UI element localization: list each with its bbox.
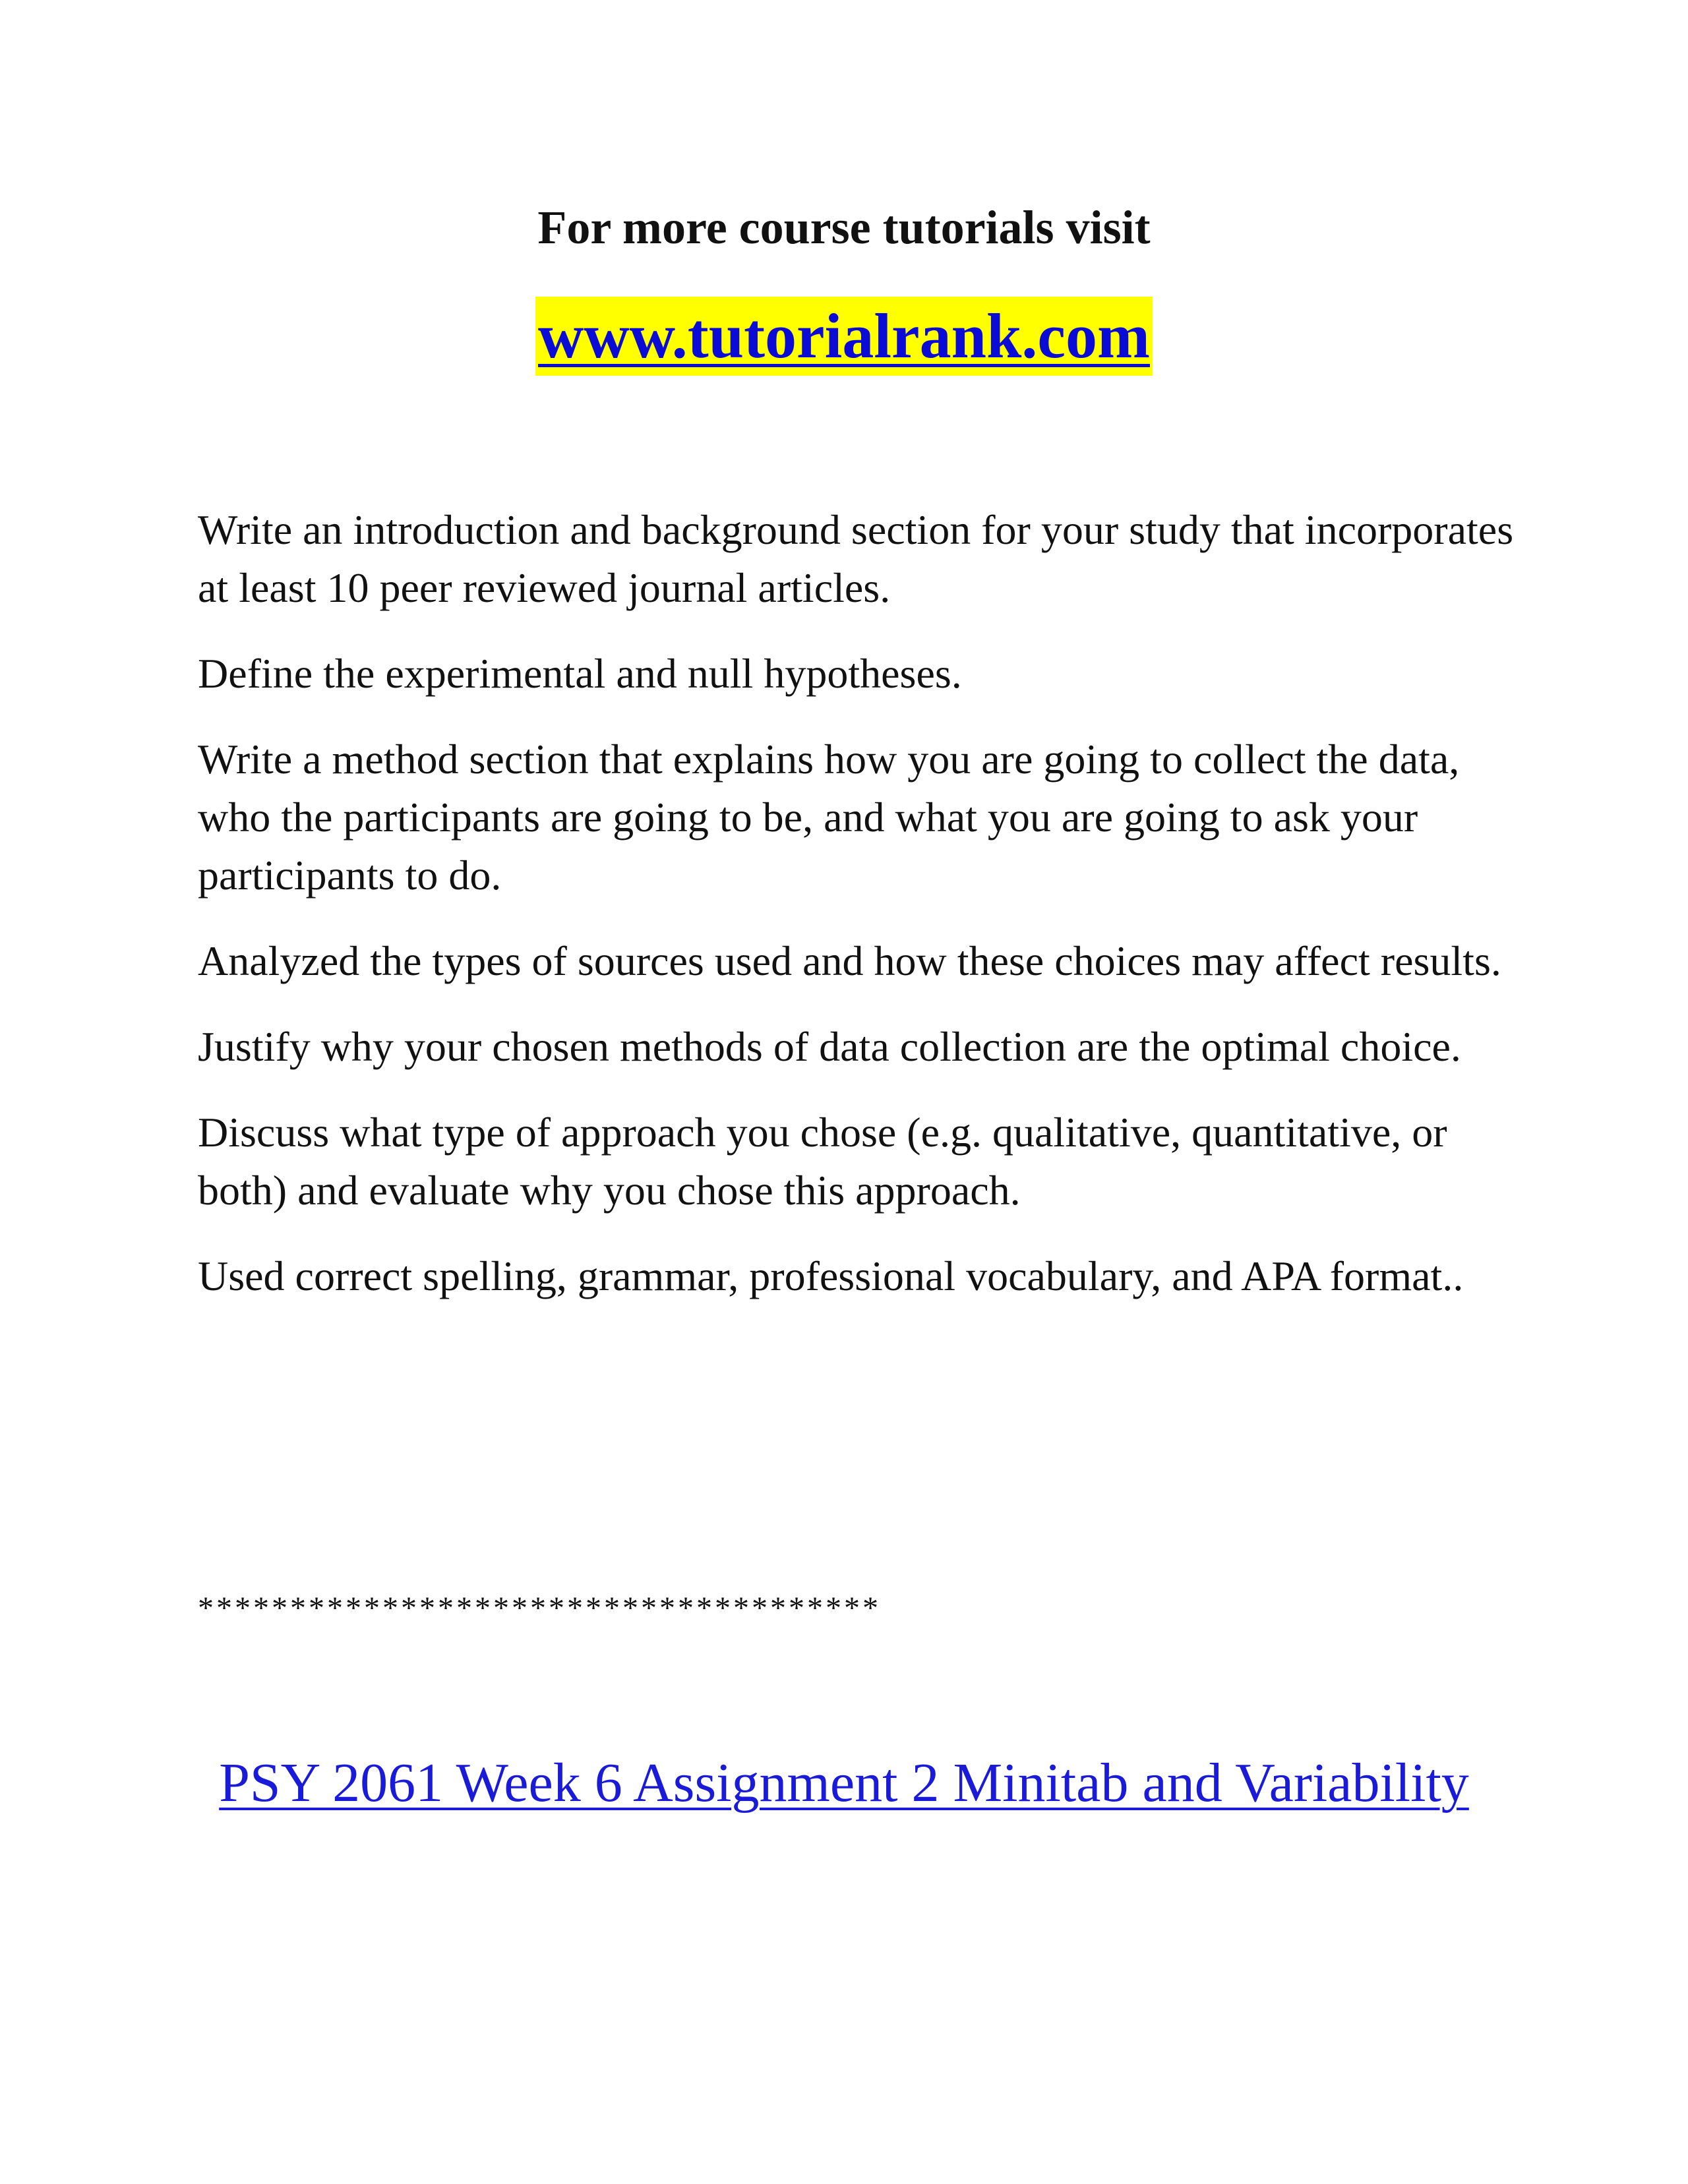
site-link-container xyxy=(0,297,1688,376)
instruction-paragraph: Discuss what type of approach you chose (e.g. qualitative, quantitative, or both) and evaluate why you chose this approach. xyxy=(198,1109,1447,1214)
assignment-instructions xyxy=(198,501,1517,1333)
instruction-paragraph: Analyzed the types of sources used and how these choices may affect results. xyxy=(198,937,1501,984)
instruction-paragraph: Justify why your chosen methods of data collection are the optimal choice. xyxy=(198,1023,1461,1070)
footer-link-container xyxy=(0,1747,1688,1819)
instruction-paragraph: Write a method section that explains how you are going to collect the data, who the participants are going to be, and what you are going to ask your participants to do. xyxy=(198,736,1460,899)
instruction-paragraph: Define the experimental and null hypotheses. xyxy=(198,650,962,697)
assignment-title-link[interactable]: PSY 2061 Week 6 Assignment 2 Minitab and Variability xyxy=(219,1752,1469,1814)
intro-heading: For more course tutorials visit xyxy=(537,201,1151,254)
asterisk-divider: ************************************* xyxy=(198,1591,881,1626)
instruction-paragraph: Write an introduction and background section for your study that incorporates at least 10 peer reviewed journal articles. xyxy=(198,506,1514,611)
instruction-paragraph: Used correct spelling, grammar, professional vocabulary, and APA format.. xyxy=(198,1253,1464,1299)
tutorialrank-link[interactable]: www.tutorialrank.com xyxy=(535,297,1153,376)
